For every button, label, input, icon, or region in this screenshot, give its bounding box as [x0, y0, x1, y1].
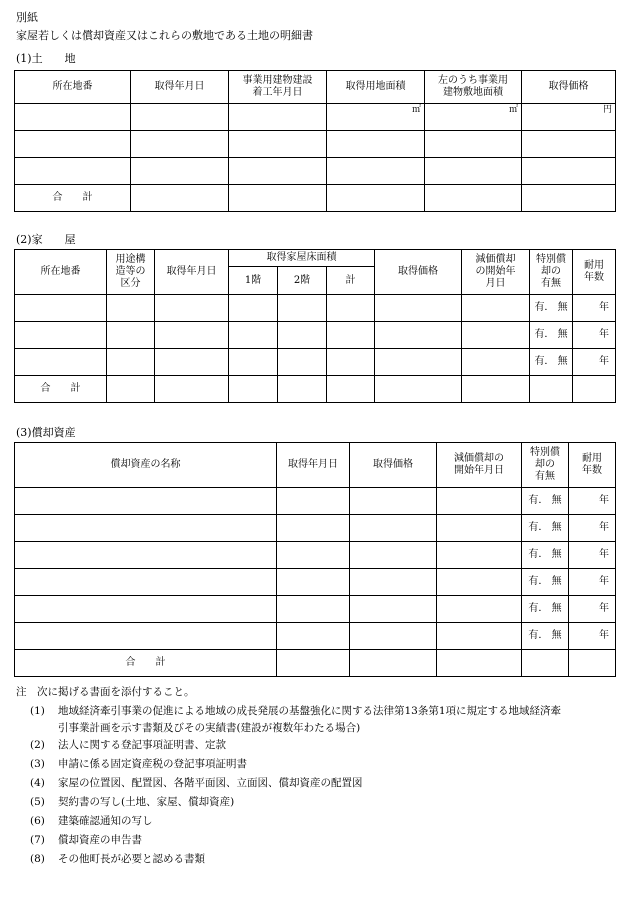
land-table: [14, 70, 616, 212]
yes-no-choice[interactable]: 有． 無: [530, 349, 573, 376]
year-unit[interactable]: 年: [569, 596, 616, 623]
house-header-special: 特別償 却の 有無: [530, 250, 573, 295]
note-text: 家屋の位置図、配置図、各階平面図、立面図、償却資産の配置図: [58, 777, 363, 789]
house-header-floor2: 2階: [278, 267, 327, 295]
land-row: [15, 158, 616, 185]
land-row: [15, 104, 616, 131]
year-unit[interactable]: 年: [569, 515, 616, 542]
house-header-floor1: 1階: [229, 267, 278, 295]
note-number: (7): [30, 834, 45, 846]
note-item: [30, 794, 620, 813]
yes-no-choice[interactable]: 有． 無: [522, 488, 569, 515]
house-header-price: 取得価格: [375, 250, 462, 295]
house-row: [15, 349, 616, 376]
yes-no-choice[interactable]: 有． 無: [530, 322, 573, 349]
house-header-floor-area: 取得家屋床面積: [229, 250, 375, 267]
yes-no-choice[interactable]: 有． 無: [522, 515, 569, 542]
note-number: (4): [30, 777, 45, 789]
asset-header-row: [15, 443, 616, 488]
house-table: [14, 249, 616, 403]
land-row: [15, 131, 616, 158]
asset-row: [15, 596, 616, 623]
note-number: (8): [30, 853, 45, 865]
year-unit[interactable]: 年: [573, 349, 616, 376]
land-header-location: 所在地番: [15, 71, 131, 104]
note-text: 引事業計画を示す書類及びその実績書(建設が複数年わたる場合): [58, 722, 361, 734]
land-total-row: [15, 185, 616, 212]
land-header-acq-date: 取得年月日: [131, 71, 229, 104]
year-unit[interactable]: 年: [573, 295, 616, 322]
yes-no-choice[interactable]: 有． 無: [522, 623, 569, 650]
house-total-label: 合 計: [15, 376, 107, 403]
land-section-title: (1)土 地: [16, 52, 76, 65]
note-item: [30, 756, 620, 775]
note-number: (1): [30, 705, 45, 717]
house-header-location: 所在地番: [15, 250, 107, 295]
document-title: 家屋若しくは償却資産又はこれらの敷地である土地の明細書: [16, 29, 313, 42]
land-header-site-area: 左のうち事業用 建物敷地面積: [425, 71, 522, 104]
note-text: その他町長が必要と認める書類: [58, 853, 205, 865]
asset-total-row: [15, 650, 616, 677]
annex-label: 別紙: [16, 11, 38, 24]
year-unit[interactable]: 年: [569, 623, 616, 650]
land-unit-sqm[interactable]: ㎡: [327, 104, 425, 131]
house-header-depreciation: 減価償却 の開始年 月日: [462, 250, 530, 295]
house-row: [15, 295, 616, 322]
asset-header-price: 取得価格: [350, 443, 437, 488]
house-header-use: 用途構 造等の 区分: [107, 250, 155, 295]
notes-list: [30, 703, 620, 870]
yes-no-choice[interactable]: 有． 無: [522, 542, 569, 569]
year-unit[interactable]: 年: [569, 542, 616, 569]
year-unit[interactable]: 年: [573, 322, 616, 349]
notes-intro: 注 次に掲げる書面を添付すること。: [16, 686, 195, 698]
land-header-area: 取得用地面積: [327, 71, 425, 104]
asset-row: [15, 623, 616, 650]
house-header-life: 耐用 年数: [573, 250, 616, 295]
note-number: (3): [30, 758, 45, 770]
asset-total-label: 合 計: [15, 650, 277, 677]
note-item: [30, 851, 620, 870]
asset-row: [15, 488, 616, 515]
note-item: [30, 737, 620, 756]
note-number: (6): [30, 815, 45, 827]
note-text: 契約書の写し(土地、家屋、償却資産): [58, 796, 235, 808]
asset-header-depreciation: 減価償却の 開始年月日: [437, 443, 522, 488]
asset-header-special: 特別償 却の 有無: [522, 443, 569, 488]
land-unit-yen[interactable]: 円: [522, 104, 616, 131]
yes-no-choice[interactable]: 有． 無: [522, 596, 569, 623]
note-number: (5): [30, 796, 45, 808]
note-text: 法人に関する登記事項証明書、定款: [58, 739, 226, 751]
asset-row: [15, 542, 616, 569]
note-text: 償却資産の申告書: [58, 834, 142, 846]
house-section-title: (2)家 屋: [16, 233, 76, 246]
land-total-label: 合 計: [15, 185, 131, 212]
house-header-acq-date: 取得年月日: [155, 250, 229, 295]
asset-row: [15, 515, 616, 542]
land-unit-sqm[interactable]: ㎡: [425, 104, 522, 131]
house-total-row: [15, 376, 616, 403]
house-header-row: [15, 250, 616, 267]
note-item: [30, 703, 620, 737]
house-header-floor-sum: 計: [327, 267, 375, 295]
note-number: (2): [30, 739, 45, 751]
note-item: [30, 813, 620, 832]
house-row: [15, 322, 616, 349]
land-header-construction-date: 事業用建物建設 着工年月日: [229, 71, 327, 104]
asset-section-title: (3)償却資産: [16, 426, 76, 439]
asset-table: [14, 442, 616, 677]
asset-row: [15, 569, 616, 596]
note-text: 地域経済牽引事業の促進による地域の成長発展の基盤強化に関する法律第13条第1項に規定する地域経済牽: [58, 705, 562, 717]
yes-no-choice[interactable]: 有． 無: [522, 569, 569, 596]
asset-header-acq-date: 取得年月日: [277, 443, 350, 488]
note-item: [30, 775, 620, 794]
land-header-row: [15, 71, 616, 104]
land-header-price: 取得価格: [522, 71, 616, 104]
note-text: 申請に係る固定資産税の登記事項証明書: [58, 758, 247, 770]
year-unit[interactable]: 年: [569, 488, 616, 515]
asset-header-life: 耐用 年数: [569, 443, 616, 488]
yes-no-choice[interactable]: 有． 無: [530, 295, 573, 322]
year-unit[interactable]: 年: [569, 569, 616, 596]
note-item: [30, 832, 620, 851]
note-text: 建築確認通知の写し: [58, 815, 153, 827]
asset-header-name: 償却資産の名称: [15, 443, 277, 488]
